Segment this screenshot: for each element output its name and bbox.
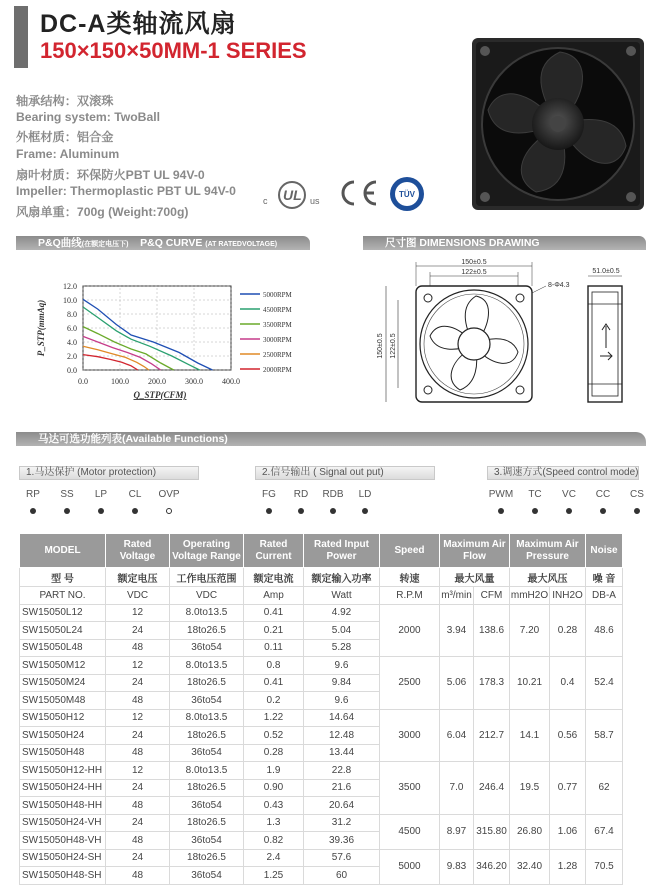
current-cell: 2.4 (244, 849, 304, 867)
range-cell: 18to26.5 (170, 622, 244, 640)
power-cell: 12.48 (304, 727, 380, 745)
dim-depth: 51.0±0.5 (592, 268, 620, 275)
group-cfm-cell: 346.20 (474, 849, 510, 884)
function-available-dot (266, 508, 272, 514)
table-header-row (20, 534, 623, 568)
function-code-label: PWM (488, 489, 514, 500)
spec-weight: 风扇单重：700g (Weight:700g) (16, 205, 189, 219)
svg-text:TÜV: TÜV (399, 190, 415, 199)
table-row (20, 709, 623, 727)
range-cell: 8.0to13.5 (170, 657, 244, 675)
power-cell: 14.64 (304, 709, 380, 727)
y-axis-label: P_STP(mmAq) (36, 299, 46, 357)
group-db-cell: 62 (586, 762, 623, 815)
function-available-dot (98, 508, 104, 514)
legend-label: 2000RPM (263, 366, 292, 374)
group-cfm-cell: 138.6 (474, 604, 510, 657)
table-row (20, 604, 623, 622)
current-cell: 0.41 (244, 604, 304, 622)
page-title: DC-A类轴流风扇 (40, 10, 237, 38)
unit-rpm: R.P.M (380, 587, 440, 605)
svg-text:UL: UL (283, 187, 302, 203)
function-available-dot (30, 508, 36, 514)
current-cell: 1.3 (244, 814, 304, 832)
cn-header-air-pressure: 最大风压 (510, 568, 586, 587)
power-cell: 5.28 (304, 639, 380, 657)
table-units-row (20, 587, 623, 605)
function-code-label: CL (128, 489, 142, 500)
group-m3-cell: 6.04 (440, 709, 474, 762)
model-cell: SW15050H48-SH (20, 867, 106, 885)
function-code-label: LP (94, 489, 108, 500)
unit-vdc: VDC (106, 587, 170, 605)
table-row (20, 657, 623, 675)
cn-header-power: 额定输入功率 (304, 568, 380, 587)
current-cell: 0.11 (244, 639, 304, 657)
group-db-cell: 48.6 (586, 604, 623, 657)
group-mmh2o-cell: 7.20 (510, 604, 550, 657)
power-cell: 13.44 (304, 744, 380, 762)
ce-cert-logo (336, 178, 380, 208)
current-cell: 0.82 (244, 832, 304, 850)
cn-header-speed: 转速 (380, 568, 440, 587)
group-speed-cell: 4500 (380, 814, 440, 849)
y-tick-label: 0.0 (67, 366, 77, 375)
x-tick-label: 200.0 (148, 377, 166, 386)
model-cell: SW15050L48 (20, 639, 106, 657)
function-code-label: RDB (322, 489, 344, 500)
unit-cfm: CFM (474, 587, 510, 605)
spec-bearing-cn: 轴承结构：双滚珠 (16, 94, 114, 108)
function-code-label: FG (262, 489, 276, 500)
range-cell: 36to54 (170, 797, 244, 815)
function-available-dot (298, 508, 304, 514)
range-cell: 18to26.5 (170, 674, 244, 692)
group-db-cell: 70.5 (586, 849, 623, 884)
table-row (20, 814, 623, 832)
voltage-cell: 12 (106, 657, 170, 675)
group-cfm-cell: 178.3 (474, 657, 510, 710)
cn-header-voltage: 额定电压 (106, 568, 170, 587)
legend-label: 2500RPM (263, 351, 292, 359)
current-cell: 0.41 (244, 674, 304, 692)
voltage-cell: 24 (106, 727, 170, 745)
cn-header-noise: 噪 音 (586, 568, 623, 587)
current-cell: 1.9 (244, 762, 304, 780)
current-cell: 1.25 (244, 867, 304, 885)
group-m3-cell: 3.94 (440, 604, 474, 657)
model-cell: SW15050M24 (20, 674, 106, 692)
range-cell: 18to26.5 (170, 779, 244, 797)
spec-impeller-en: Impeller: Thermoplastic PBT UL 94V-0 (16, 184, 236, 198)
power-cell: 4.92 (304, 604, 380, 622)
unit-vdc-range: VDC (170, 587, 244, 605)
unit-mmh2o: mmH2O (510, 587, 550, 605)
power-cell: 9.84 (304, 674, 380, 692)
x-tick-label: 300.0 (185, 377, 203, 386)
x-tick-label: 0.0 (78, 377, 88, 386)
power-cell: 39.36 (304, 832, 380, 850)
function-available-dot (362, 508, 368, 514)
voltage-cell: 24 (106, 779, 170, 797)
current-cell: 0.28 (244, 744, 304, 762)
function-available-dot (566, 508, 572, 514)
current-cell: 0.52 (244, 727, 304, 745)
dim-hole-spec: 8-Φ4.3 (548, 282, 570, 289)
current-cell: 0.21 (244, 622, 304, 640)
col-header-air-flow: Maximum Air Flow (440, 534, 510, 568)
group-speed-cell: 2500 (380, 657, 440, 710)
group-inh2o-cell: 0.28 (550, 604, 586, 657)
y-tick-label: 6.0 (67, 324, 77, 333)
unit-dba: DB-A (586, 587, 623, 605)
range-cell: 8.0to13.5 (170, 762, 244, 780)
dim-height-holes: 122±0.5 (390, 333, 397, 359)
group-mmh2o-cell: 14.1 (510, 709, 550, 762)
group-mmh2o-cell: 32.40 (510, 849, 550, 884)
range-cell: 8.0to13.5 (170, 709, 244, 727)
voltage-cell: 24 (106, 622, 170, 640)
table-row (20, 762, 623, 780)
model-cell: SW15050L24 (20, 622, 106, 640)
group-db-cell: 58.7 (586, 709, 623, 762)
range-cell: 36to54 (170, 867, 244, 885)
voltage-cell: 12 (106, 762, 170, 780)
voltage-cell: 24 (106, 674, 170, 692)
voltage-cell: 48 (106, 639, 170, 657)
function-available-dot (532, 508, 538, 514)
current-cell: 0.90 (244, 779, 304, 797)
svg-text:c: c (263, 196, 268, 206)
pq-chart (20, 270, 310, 402)
model-cell: SW15050H48-HH (20, 797, 106, 815)
cn-header-current: 额定电流 (244, 568, 304, 587)
voltage-cell: 48 (106, 692, 170, 710)
model-cell: SW15050H12-HH (20, 762, 106, 780)
group-db-cell: 52.4 (586, 657, 623, 710)
model-cell: SW15050H24-SH (20, 849, 106, 867)
col-header-operating-range: Operating Voltage Range (170, 534, 244, 568)
dim-width-holes: 122±0.5 (461, 269, 487, 276)
function-group-motor-protection: 1.马达保护 (Motor protection) (19, 466, 199, 480)
group-mmh2o-cell: 10.21 (510, 657, 550, 710)
col-header-rated-current: Rated Current (244, 534, 304, 568)
group-cfm-cell: 212.7 (474, 709, 510, 762)
ul-cert-logo (262, 180, 328, 210)
y-tick-label: 4.0 (67, 338, 77, 347)
model-cell: SW15050H24-HH (20, 779, 106, 797)
range-cell: 8.0to13.5 (170, 604, 244, 622)
unit-amp: Amp (244, 587, 304, 605)
voltage-cell: 12 (106, 709, 170, 727)
y-tick-label: 8.0 (67, 310, 77, 319)
unit-part-no: PART NO. (20, 587, 106, 605)
cn-header-range: 工作电压范围 (170, 568, 244, 587)
function-code-label: RP (26, 489, 40, 500)
tuv-cert-logo (388, 175, 426, 213)
function-code-label: LD (358, 489, 372, 500)
range-cell: 36to54 (170, 744, 244, 762)
dimensions-drawing (372, 256, 646, 416)
voltage-cell: 12 (106, 604, 170, 622)
function-code-label: RD (293, 489, 309, 500)
model-cell: SW15050M48 (20, 692, 106, 710)
range-cell: 36to54 (170, 639, 244, 657)
dim-width-outer: 150±0.5 (461, 259, 487, 266)
function-available-dot (132, 508, 138, 514)
function-group-signal-output: 2.信号输出 ( Signal out put) (255, 466, 435, 480)
function-available-dot (600, 508, 606, 514)
group-m3-cell: 5.06 (440, 657, 474, 710)
specification-table (19, 533, 623, 885)
group-db-cell: 67.4 (586, 814, 623, 849)
range-cell: 36to54 (170, 832, 244, 850)
spec-frame-en: Frame: Aluminum (16, 147, 120, 161)
voltage-cell: 48 (106, 832, 170, 850)
col-header-air-pressure: Maximum Air Pressure (510, 534, 586, 568)
group-speed-cell: 3500 (380, 762, 440, 815)
group-m3-cell: 8.97 (440, 814, 474, 849)
group-cfm-cell: 315.80 (474, 814, 510, 849)
range-cell: 18to26.5 (170, 849, 244, 867)
group-inh2o-cell: 0.77 (550, 762, 586, 815)
spec-frame-cn: 外框材质：铝合金 (16, 130, 114, 144)
spec-impeller-cn: 扇叶材质：环保防火PBT UL 94V-0 (16, 168, 205, 182)
power-cell: 9.6 (304, 657, 380, 675)
model-cell: SW15050L12 (20, 604, 106, 622)
table-cn-header-row (20, 568, 623, 587)
group-m3-cell: 9.83 (440, 849, 474, 884)
svg-text:us: us (310, 196, 320, 206)
group-inh2o-cell: 0.56 (550, 709, 586, 762)
table-row (20, 849, 623, 867)
model-cell: SW15050M12 (20, 657, 106, 675)
voltage-cell: 24 (106, 814, 170, 832)
function-code-label: CS (630, 489, 644, 500)
x-axis-label: Q_STP(CFM) (133, 390, 187, 400)
group-inh2o-cell: 1.28 (550, 849, 586, 884)
power-cell: 31.2 (304, 814, 380, 832)
y-tick-label: 12.0 (63, 282, 77, 291)
function-unavailable-dot (166, 508, 172, 514)
legend-label: 5000RPM (263, 291, 292, 299)
voltage-cell: 48 (106, 797, 170, 815)
function-group-speed-control: 3.调速方式(Speed control mode) (487, 466, 639, 480)
cn-header-model: 型 号 (20, 568, 106, 587)
functions-banner: 马达可选功能列表(Available Functions) (16, 432, 646, 446)
legend-label: 4500RPM (263, 306, 292, 314)
spec-bearing-en: Bearing system: TwoBall (16, 110, 161, 124)
function-code-label: OVP (158, 489, 180, 500)
group-speed-cell: 3000 (380, 709, 440, 762)
power-cell: 60 (304, 867, 380, 885)
title-accent-bar (14, 6, 28, 68)
function-code-label: CC (595, 489, 611, 500)
current-cell: 0.2 (244, 692, 304, 710)
power-cell: 5.04 (304, 622, 380, 640)
model-cell: SW15050H48-VH (20, 832, 106, 850)
dimensions-banner: 尺寸图 DIMENSIONS DRAWING (363, 236, 646, 250)
y-tick-label: 2.0 (67, 352, 77, 361)
current-cell: 0.43 (244, 797, 304, 815)
function-code-label: TC (528, 489, 542, 500)
power-cell: 20.64 (304, 797, 380, 815)
group-mmh2o-cell: 26.80 (510, 814, 550, 849)
unit-m3min: m³/min (440, 587, 474, 605)
voltage-cell: 48 (106, 744, 170, 762)
fan-photo (470, 36, 646, 212)
legend-label: 3500RPM (263, 321, 292, 329)
y-tick-label: 10.0 (63, 296, 77, 305)
group-speed-cell: 5000 (380, 849, 440, 884)
x-tick-label: 100.0 (111, 377, 129, 386)
col-header-model: MODEL (20, 534, 106, 568)
col-header-speed: Speed (380, 534, 440, 568)
function-available-dot (64, 508, 70, 514)
function-code-label: SS (60, 489, 74, 500)
legend-label: 3000RPM (263, 336, 292, 344)
col-header-rated-voltage: Rated Voltage (106, 534, 170, 568)
range-cell: 36to54 (170, 692, 244, 710)
voltage-cell: 24 (106, 849, 170, 867)
page-subtitle: 150×150×50MM-1 SERIES (40, 38, 307, 63)
group-m3-cell: 7.0 (440, 762, 474, 815)
power-cell: 21.6 (304, 779, 380, 797)
col-header-noise: Noise (586, 534, 623, 568)
unit-inh2o: INH2O (550, 587, 586, 605)
cn-header-air-flow: 最大风量 (440, 568, 510, 587)
power-cell: 57.6 (304, 849, 380, 867)
power-cell: 22.8 (304, 762, 380, 780)
unit-watt: Watt (304, 587, 380, 605)
range-cell: 18to26.5 (170, 727, 244, 745)
group-inh2o-cell: 1.06 (550, 814, 586, 849)
power-cell: 9.6 (304, 692, 380, 710)
group-inh2o-cell: 0.4 (550, 657, 586, 710)
current-cell: 0.8 (244, 657, 304, 675)
group-mmh2o-cell: 19.5 (510, 762, 550, 815)
group-cfm-cell: 246.4 (474, 762, 510, 815)
current-cell: 1.22 (244, 709, 304, 727)
function-available-dot (498, 508, 504, 514)
function-available-dot (634, 508, 640, 514)
function-available-dot (330, 508, 336, 514)
model-cell: SW15050H48 (20, 744, 106, 762)
model-cell: SW15050H24 (20, 727, 106, 745)
pq-curve-banner: P&Q曲线(在额定电压下) P&Q CURVE (AT RATEDVOLTAGE) (16, 236, 310, 250)
model-cell: SW15050H12 (20, 709, 106, 727)
dim-height-outer: 150±0.5 (377, 333, 384, 359)
voltage-cell: 48 (106, 867, 170, 885)
col-header-input-power: Rated Input Power (304, 534, 380, 568)
group-speed-cell: 2000 (380, 604, 440, 657)
x-tick-label: 400.0 (222, 377, 240, 386)
model-cell: SW15050H24-VH (20, 814, 106, 832)
range-cell: 18to26.5 (170, 814, 244, 832)
function-code-label: VC (562, 489, 576, 500)
